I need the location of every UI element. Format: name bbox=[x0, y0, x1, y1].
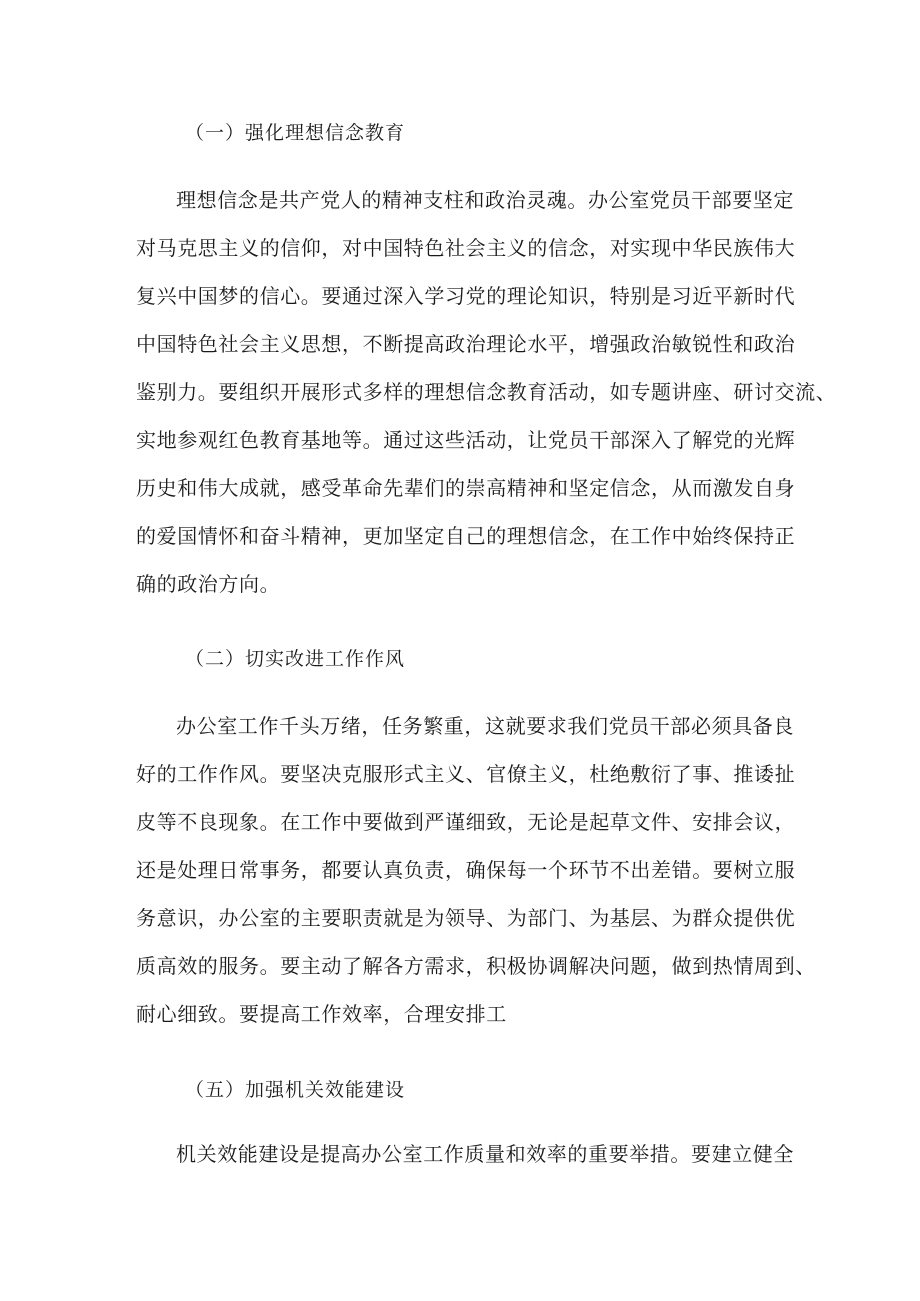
section-paragraph-1 bbox=[136, 176, 837, 608]
paragraph-line: 耐心细致。要提高工作效率，合理安排工 bbox=[136, 1002, 507, 1026]
paragraph-line: 理想信念是共产党人的精神支柱和政治灵魂。办公室党员干部要坚定 bbox=[176, 188, 794, 212]
section-heading-1: （一）强化理想信念教育 bbox=[185, 122, 406, 144]
section-heading-3: （五）加强机关效能建设 bbox=[185, 1079, 406, 1101]
paragraph-line: 确的政治方向。 bbox=[136, 572, 281, 596]
paragraph-line: 好的工作作风。要坚决克服形式主义、官僚主义，杜绝敷衍了事、推诿扯 bbox=[136, 762, 796, 786]
section-paragraph-2 bbox=[136, 702, 816, 1038]
paragraph-line: 机关效能建设是提高办公室工作质量和效率的重要举措。要建立健全 bbox=[176, 1142, 794, 1166]
paragraph-line: 的爱国情怀和奋斗精神，更加坚定自己的理想信念，在工作中始终保持正 bbox=[136, 524, 796, 548]
paragraph-line: 历史和伟大成就，感受革命先辈们的崇高精神和坚定信念，从而激发自身 bbox=[136, 476, 796, 500]
paragraph-line: 办公室工作千头万绪，任务繁重，这就要求我们党员干部必须具备良 bbox=[176, 714, 794, 738]
section-heading-2: （二）切实改进工作作风 bbox=[185, 648, 406, 670]
paragraph-line: 复兴中国梦的信心。要通过深入学习党的理论知识，特别是习近平新时代 bbox=[136, 284, 796, 308]
paragraph-line: 中国特色社会主义思想，不断提高政治理论水平，增强政治敏锐性和政治 bbox=[136, 332, 796, 356]
paragraph-line: 皮等不良现象。在工作中要做到严谨细致，无论是起草文件、安排会议， bbox=[136, 810, 796, 834]
paragraph-line: 对马克思主义的信仰，对中国特色社会主义的信念，对实现中华民族伟大 bbox=[136, 236, 796, 260]
paragraph-line: 还是处理日常事务，都要认真负责，确保每一个环节不出差错。要树立服 bbox=[136, 858, 796, 882]
paragraph-line: 务意识，办公室的主要职责就是为领导、为部门、为基层、为群众提供优 bbox=[136, 906, 796, 930]
section-paragraph-3 bbox=[136, 1130, 796, 1178]
paragraph-line: 实地参观红色教育基地等。通过这些活动，让党员干部深入了解党的光辉 bbox=[136, 428, 796, 452]
paragraph-line: 鉴别力。要组织开展形式多样的理想信念教育活动，如专题讲座、研讨交流、 bbox=[136, 380, 837, 404]
paragraph-line: 质高效的服务。要主动了解各方需求，积极协调解决问题，做到热情周到、 bbox=[136, 954, 816, 978]
